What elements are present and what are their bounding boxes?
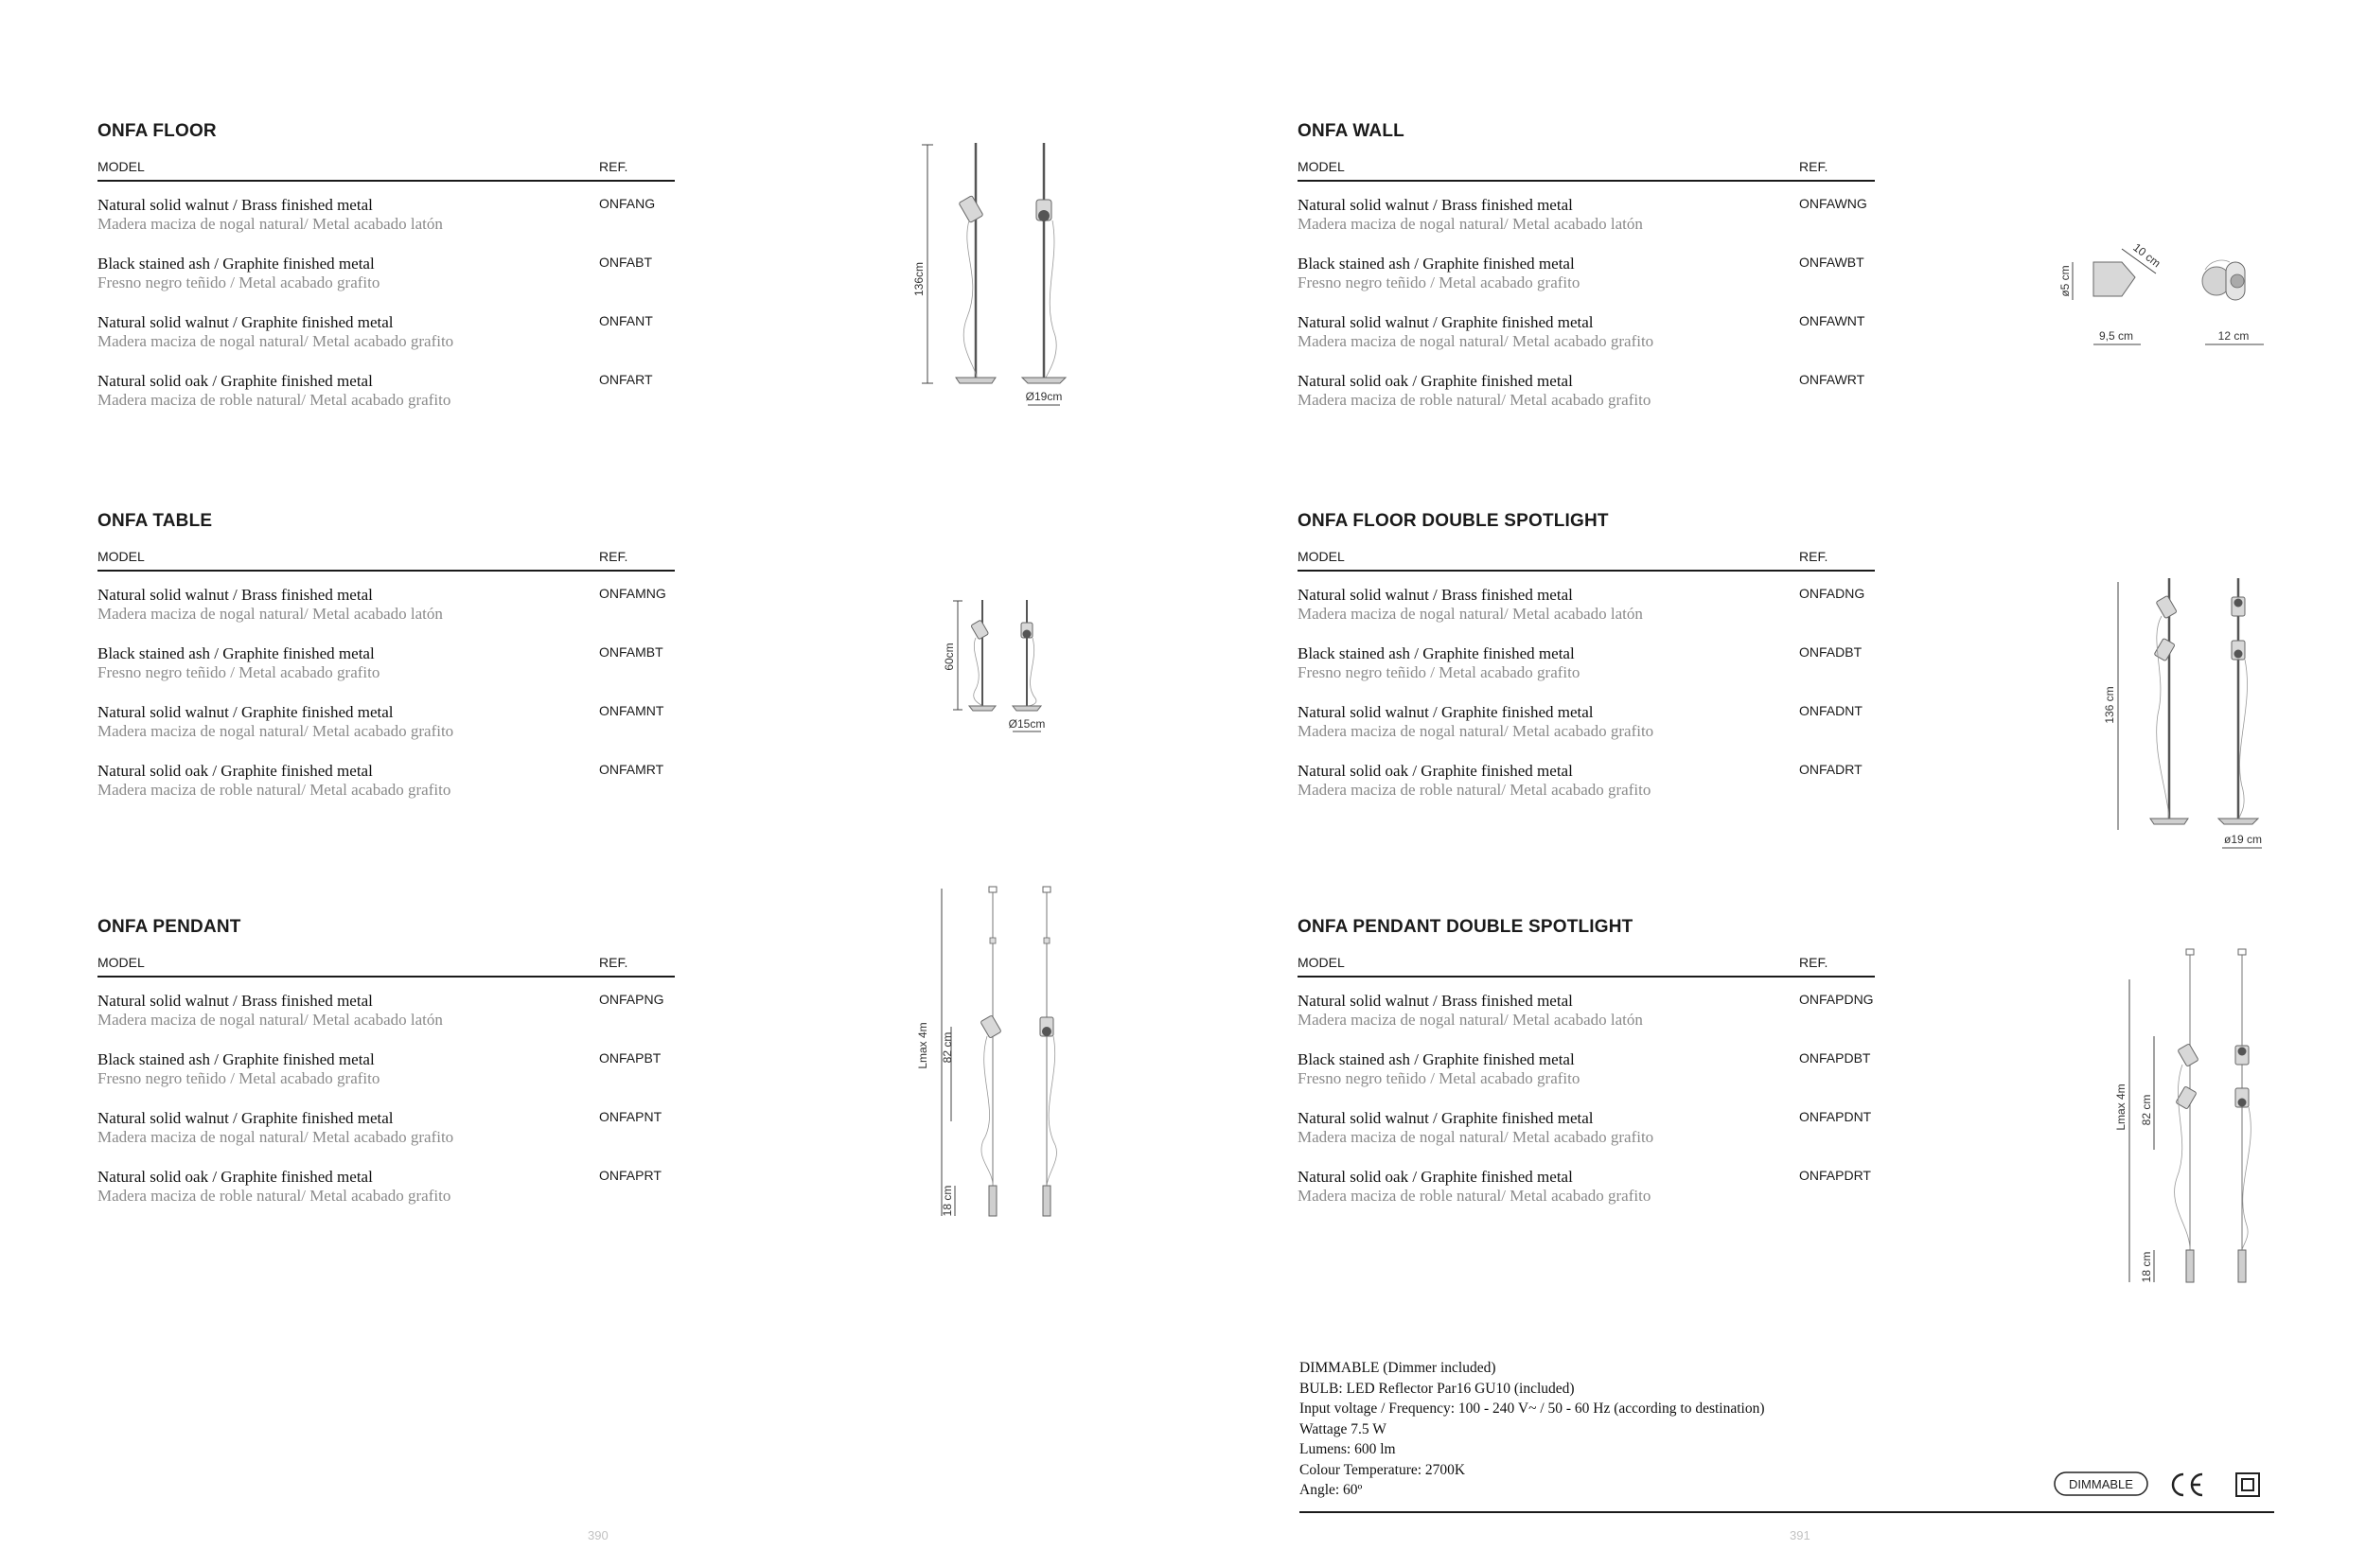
ref-header: REF. (1799, 159, 1828, 174)
spec-line: Input voltage / Frequency: 100 - 240 V~ / 50 - 60 Hz (according to destination) (1299, 1401, 1765, 1417)
table-row (97, 1168, 675, 1226)
ref-code: ONFAWRT (1799, 372, 1865, 387)
body-label: 18 cm (941, 1185, 954, 1217)
wall-lamp-drawing (2054, 241, 2281, 350)
model-en: Natural solid oak / Graphite finished metal (97, 1168, 373, 1186)
model-en: Natural solid walnut / Brass finished metal (97, 992, 373, 1010)
drop-label: 82 cm (941, 1031, 954, 1064)
model-es: Madera maciza de nogal natural/ Metal acabado latón (97, 605, 443, 623)
model-es: Fresno negro teñido / Metal acabado grafito (97, 1069, 380, 1087)
diameter-label: ø5 cm (2058, 265, 2072, 297)
height-label: 136cm (912, 261, 926, 297)
specs-divider (1299, 1511, 2274, 1513)
ref-code: ONFAMRT (599, 762, 664, 777)
model-en: Natural solid oak / Graphite finished metal (1298, 372, 1573, 390)
pendant-lamp-drawing (913, 885, 1065, 1225)
ref-code: ONFANG (599, 196, 656, 211)
ref-code: ONFAWBT (1799, 255, 1864, 270)
model-es: Madera maciza de nogal natural/ Metal acabado grafito (97, 1128, 454, 1146)
model-en: Black stained ash / Graphite finished metal (1298, 255, 1575, 273)
model-es: Fresno negro teñido / Metal acabado grafito (97, 663, 380, 681)
ref-code: ONFAMNT (599, 703, 664, 718)
section-onfa-wall (1298, 121, 1875, 431)
base-label: Ø19cm (1025, 390, 1063, 403)
spec-line: DIMMABLE (Dimmer included) (1299, 1360, 1496, 1376)
section-title: ONFA FLOOR (97, 121, 217, 141)
table-header (1298, 955, 1875, 978)
table-header (97, 549, 675, 572)
ref-code: ONFAWNG (1799, 196, 1867, 211)
length-label: 10 cm (2130, 240, 2163, 271)
table-row (1298, 644, 1875, 703)
class-ii-insulation-icon (2236, 1473, 2259, 1496)
model-es: Madera maciza de nogal natural/ Metal acabado grafito (97, 332, 454, 350)
table-row (97, 1109, 675, 1168)
model-en: Natural solid walnut / Brass finished metal (1298, 586, 1573, 604)
base-label: Ø15cm (1008, 717, 1046, 731)
model-en: Natural solid oak / Graphite finished metal (1298, 1168, 1573, 1186)
height-label: 136 cm (2103, 686, 2116, 724)
model-header: MODEL (97, 955, 145, 970)
table-row (97, 762, 675, 820)
section-title: ONFA TABLE (97, 511, 213, 531)
model-en: Natural solid walnut / Graphite finished metal (1298, 313, 1594, 331)
spec-line: Colour Temperature: 2700K (1299, 1461, 1466, 1478)
table-row (1298, 313, 1875, 372)
ref-code: ONFAPNT (599, 1109, 662, 1124)
model-en: Natural solid oak / Graphite finished metal (97, 372, 373, 390)
table-row (97, 255, 675, 313)
model-header: MODEL (1298, 159, 1345, 174)
section-onfa-floor (97, 121, 675, 431)
base-label: ø19 cm (2223, 833, 2263, 846)
model-es: Madera maciza de nogal natural/ Metal acabado latón (1298, 215, 1643, 233)
page-number-left: 390 (588, 1528, 609, 1542)
model-es: Madera maciza de nogal natural/ Metal acabado latón (97, 1011, 443, 1029)
ref-code: ONFADRT (1799, 762, 1863, 777)
pendant-double-drawing (2101, 942, 2271, 1292)
ref-code: ONFADNT (1799, 703, 1863, 718)
table-header (1298, 159, 1875, 182)
model-en: Natural solid walnut / Brass finished metal (97, 196, 373, 214)
model-es: Madera maciza de nogal natural/ Metal acabado latón (1298, 605, 1643, 623)
ref-code: ONFAWNT (1799, 313, 1865, 328)
ref-code: ONFAPDNT (1799, 1109, 1872, 1124)
page-number-right: 391 (1790, 1528, 1810, 1542)
ref-code: ONFAPRT (599, 1168, 662, 1183)
table-row (97, 313, 675, 372)
ref-code: ONFADNG (1799, 586, 1865, 601)
section-onfa-table (97, 511, 675, 820)
ref-code: ONFAPDNG (1799, 992, 1874, 1007)
table-header (97, 955, 675, 978)
model-es: Madera maciza de roble natural/ Metal acabado grafito (1298, 391, 1651, 409)
model-en: Natural solid walnut / Graphite finished metal (97, 313, 394, 331)
model-es: Fresno negro teñido / Metal acabado grafito (1298, 1069, 1580, 1087)
model-en: Natural solid walnut / Graphite finished metal (97, 703, 394, 721)
ref-header: REF. (599, 159, 628, 174)
model-en: Natural solid walnut / Brass finished metal (97, 586, 373, 604)
model-es: Madera maciza de roble natural/ Metal acabado grafito (1298, 781, 1651, 799)
model-en: Black stained ash / Graphite finished metal (97, 1050, 375, 1068)
model-es: Madera maciza de nogal natural/ Metal acabado latón (1298, 1011, 1643, 1029)
spec-line: Angle: 60º (1299, 1482, 1363, 1498)
section-title: ONFA PENDANT DOUBLE SPOTLIGHT (1298, 917, 1633, 937)
table-row (1298, 703, 1875, 762)
ref-code: ONFART (599, 372, 653, 387)
model-en: Black stained ash / Graphite finished metal (1298, 644, 1575, 662)
lmax-label: Lmax 4m (916, 1022, 929, 1069)
model-en: Natural solid walnut / Brass finished metal (1298, 196, 1573, 214)
table-row (97, 196, 675, 255)
table-row (1298, 992, 1875, 1050)
model-es: Madera maciza de roble natural/ Metal acabado grafito (97, 781, 451, 799)
model-en: Black stained ash / Graphite finished metal (1298, 1050, 1575, 1068)
spec-line: Lumens: 600 lm (1299, 1441, 1396, 1457)
model-es: Madera maciza de nogal natural/ Metal acabado grafito (1298, 332, 1654, 350)
model-en: Natural solid walnut / Graphite finished metal (1298, 1109, 1594, 1127)
drop-label: 82 cm (2140, 1094, 2153, 1126)
model-header: MODEL (1298, 549, 1345, 564)
section-onfa-pendant (97, 917, 675, 1226)
ref-code: ONFADBT (1799, 644, 1863, 660)
model-en: Black stained ash / Graphite finished metal (97, 255, 375, 273)
depth-label: 9,5 cm (2098, 329, 2134, 343)
spec-line: BULB: LED Reflector Par16 GU10 (included) (1299, 1380, 1575, 1397)
model-es: Madera maciza de roble natural/ Metal acabado grafito (97, 1187, 451, 1205)
model-en: Black stained ash / Graphite finished metal (97, 644, 375, 662)
floor-double-drawing (2092, 573, 2281, 856)
ref-header: REF. (1799, 955, 1828, 970)
section-title: ONFA PENDANT (97, 917, 241, 937)
table-header (1298, 549, 1875, 572)
ref-code: ONFAPBT (599, 1050, 662, 1066)
model-en: Natural solid oak / Graphite finished metal (1298, 762, 1573, 780)
model-es: Fresno negro teñido / Metal acabado grafito (97, 273, 380, 291)
section-onfa-pendant-double (1298, 917, 1875, 1226)
table-row (1298, 255, 1875, 313)
table-row (1298, 1050, 1875, 1109)
ref-code: ONFAPNG (599, 992, 664, 1007)
model-en: Natural solid walnut / Graphite finished metal (1298, 703, 1594, 721)
body-label: 18 cm (2140, 1251, 2153, 1283)
ref-header: REF. (599, 549, 628, 564)
dimmable-badge (2055, 1472, 2147, 1495)
table-row (1298, 762, 1875, 820)
table-row (97, 1050, 675, 1109)
certification-badges (2054, 1470, 2281, 1498)
ref-code: ONFAPDRT (1799, 1168, 1871, 1183)
ref-code: ONFANT (599, 313, 653, 328)
model-header: MODEL (1298, 955, 1345, 970)
table-row (1298, 372, 1875, 431)
ce-mark-icon (2173, 1474, 2202, 1495)
ref-code: ONFABT (599, 255, 653, 270)
table-row (97, 644, 675, 703)
table-row (1298, 586, 1875, 644)
table-row (97, 703, 675, 762)
model-es: Madera maciza de nogal natural/ Metal acabado latón (97, 215, 443, 233)
height-label: 60cm (943, 643, 956, 671)
spec-line: Wattage 7.5 W (1299, 1420, 1386, 1437)
lmax-label: Lmax 4m (2114, 1084, 2128, 1131)
section-title: ONFA WALL (1298, 121, 1404, 141)
table-row (1298, 1109, 1875, 1168)
floor-lamp-drawing (909, 137, 1098, 412)
model-es: Madera maciza de nogal natural/ Metal acabado grafito (1298, 722, 1654, 740)
ref-code: ONFAMBT (599, 644, 663, 660)
model-header: MODEL (97, 159, 145, 174)
model-es: Madera maciza de roble natural/ Metal acabado grafito (97, 391, 451, 409)
table-row (1298, 196, 1875, 255)
table-row (97, 372, 675, 431)
ref-header: REF. (1799, 549, 1828, 564)
model-es: Madera maciza de roble natural/ Metal acabado grafito (1298, 1187, 1651, 1205)
model-en: Natural solid walnut / Graphite finished metal (97, 1109, 394, 1127)
ref-code: ONFAMNG (599, 586, 666, 601)
table-lamp-drawing (937, 596, 1079, 748)
model-es: Fresno negro teñido / Metal acabado grafito (1298, 663, 1580, 681)
section-onfa-floor-double (1298, 511, 1875, 820)
table-row (97, 992, 675, 1050)
section-title: ONFA FLOOR DOUBLE SPOTLIGHT (1298, 511, 1609, 531)
model-es: Madera maciza de nogal natural/ Metal acabado grafito (97, 722, 454, 740)
model-header: MODEL (97, 549, 145, 564)
model-es: Madera maciza de nogal natural/ Metal acabado grafito (1298, 1128, 1654, 1146)
model-es: Fresno negro teñido / Metal acabado grafito (1298, 273, 1580, 291)
table-row (1298, 1168, 1875, 1226)
ref-code: ONFAPDBT (1799, 1050, 1871, 1066)
dimmable-label: DIMMABLE (2069, 1477, 2133, 1491)
table-row (97, 586, 675, 644)
width-label: 12 cm (2217, 329, 2250, 343)
model-en: Natural solid walnut / Brass finished metal (1298, 992, 1573, 1010)
table-header (97, 159, 675, 182)
ref-header: REF. (599, 955, 628, 970)
model-en: Natural solid oak / Graphite finished metal (97, 762, 373, 780)
